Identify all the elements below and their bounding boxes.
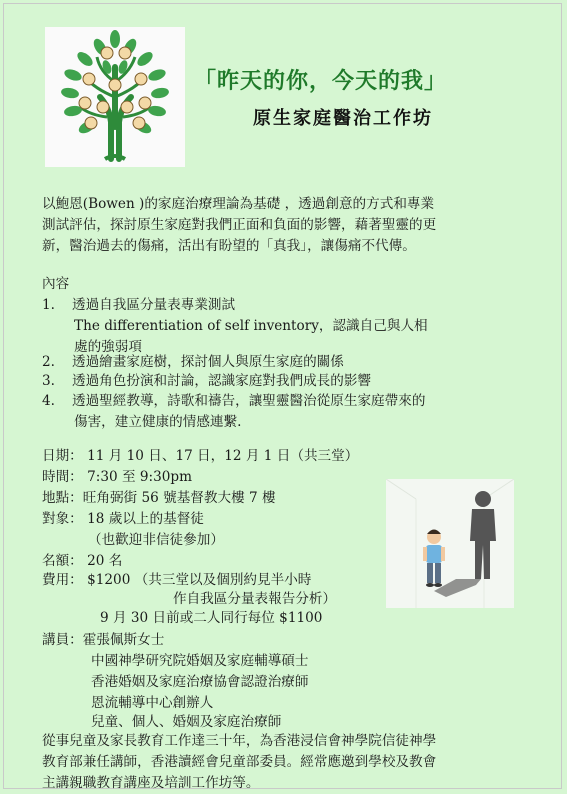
child-shadow-illustration: [386, 479, 514, 608]
content-item-1: [42, 295, 235, 316]
child-shadow-icon: [386, 479, 514, 608]
content-heading: 內容: [42, 276, 70, 292]
workshop-title: 「昨天的你，今天的我」: [194, 68, 448, 94]
speaker-credential-4: 兒童、個人、婚姻及家庭治療師: [91, 714, 282, 730]
content-item-4: [42, 391, 425, 412]
content-item-4-line-2: 傷害，建立健康的情感連繫.: [74, 414, 242, 430]
family-tree-illustration: [45, 27, 185, 167]
event-early-bird: 9 月 30 日前或二人同行每位 $1100: [100, 610, 323, 626]
item-number: 1.: [42, 297, 55, 313]
event-venue: 地點：旺角弼街 56 號基督教大樓 7 樓: [42, 490, 276, 506]
content-item-2: [42, 352, 344, 373]
event-target: 對象： 18 歲以上的基督徒: [42, 511, 204, 527]
speaker-credential-2: 香港婚姻及家庭治療協會認證治療師: [91, 674, 309, 690]
item-number: 3.: [42, 373, 55, 389]
item-number: 4.: [42, 393, 55, 409]
intro-line-1: 以鮑恩(Bowen )的家庭治療理論為基礎 ，透過創意的方式和專業: [42, 196, 435, 212]
item-text: 透過角色扮演和討論，認識家庭對我們成長的影響: [72, 373, 372, 389]
content-item-1-line-3: 處的強弱項: [74, 339, 142, 355]
event-date: 日期： 11 月 10 日、17 日，12 月 1 日（共三堂）: [42, 448, 359, 464]
speaker-credential-3: 恩流輔導中心創辦人: [91, 695, 214, 711]
bio-line-3: 主講親職教育講座及培訓工作坊等。: [42, 775, 260, 791]
speaker-credential-1: 中國神學研究院婚姻及家庭輔導碩士: [91, 653, 309, 669]
event-quota: 名額： 20 名: [42, 553, 123, 569]
event-fee: 費用： $1200 （共三堂以及個別約見半小時: [42, 572, 312, 588]
item-number: 2.: [42, 354, 55, 370]
item-text: 透過自我區分量表專業測試: [72, 297, 236, 313]
item-text: 透過聖經教導，詩歌和禱告，讓聖靈醫治從原生家庭帶來的: [72, 393, 426, 409]
tree-icon: [45, 27, 185, 167]
event-time: 時間： 7:30 至 9:30pm: [42, 469, 192, 485]
content-item-3: [42, 371, 371, 392]
intro-line-2: 測試評估，探討原生家庭對我們正面和負面的影響，藉著聖靈的更: [42, 217, 437, 233]
bio-line-1: 從事兒童及家長教育工作達三十年，為香港浸信會神學院信徒神學: [42, 733, 437, 749]
bio-line-2: 教育部兼任講師，香港讀經會兒童部委員。經常應邀到學校及教會: [42, 754, 437, 770]
event-target-note: （也歡迎非信徒參加）: [88, 532, 224, 548]
speaker-name: 講員：霍張佩斯女士: [42, 632, 165, 648]
workshop-subtitle: 原生家庭醫治工作坊: [253, 108, 433, 129]
item-text: 透過繪畫家庭樹，探討個人與原生家庭的關係: [72, 354, 344, 370]
event-fee-note: 作自我區分量表報告分析）: [173, 591, 337, 607]
content-item-1-line-2: The differentiation of self inventory，認識自己與人相: [74, 318, 428, 334]
intro-line-3: 新，醫治過去的傷痛，活出有盼望的「真我」，讓傷痛不代傳。: [42, 238, 416, 254]
